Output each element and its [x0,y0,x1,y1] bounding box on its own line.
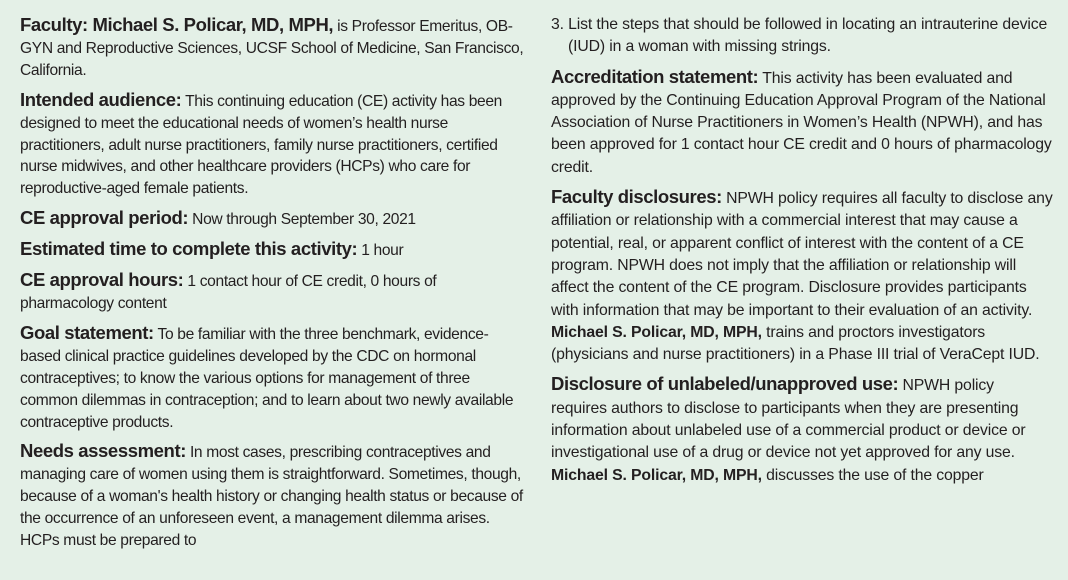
needs-text: In most cases, prescribing contraceptives and managing care of women using them is straightforward. Sometimes, though, because of a woman's health history or changing health status or because of the occurrence of an unforeseen event, a management dilemma arises. HCPs must be prepared to [20,444,523,550]
faculty-paragraph [20,14,525,82]
needs-paragraph [20,440,525,552]
goal-heading: Goal statement: [20,321,154,343]
faculty-heading: Faculty: Michael S. Policar, MD, MPH, [20,14,334,35]
disclosures-faculty-paragraph [551,322,1053,367]
accreditation-text: This activity has been evaluated and approved by the Continuing Education Approval Program of the National Association of Nurse Practitioners in Women’s Health (NPWH), and has been approved for 1 contact hour CE credit and 0 hours of pharmacology credit. [551,69,1052,176]
goal-text: To be familiar with the three benchmark, evidence-based clinical practice guidelines developed by the CDC on hormonal contraceptives; to know the various options for management of three common dilemmas in contraception; and to learn about two newly available contraceptive products. [20,325,514,431]
right-column [551,14,1053,494]
unlabeled-section [551,373,1053,486]
period-heading: CE approval period: [20,207,189,229]
hours-paragraph [20,269,525,315]
disclosures-text: NPWH policy requires all faculty to disclose any affiliation or relationship with a commercial interest that may cause a potential, real, or apparent conflict of interest with the content of a CE program. NPWH does not imply that the affiliation or relationship will affect the content of the CE program. Disclosure provides participants with information that may be important to their evaluation of an activity. [551,190,1053,319]
disclosures-section [551,186,1053,366]
unlabeled-heading: Disclosure of unlabeled/unapproved use: [551,373,899,395]
unlabeled-text: NPWH policy requires authors to disclose to participants when they are presenting information about unlabeled use of a commercial product or device or investigational use of a drug or device not yet approved for any use. [551,377,1026,462]
objective-3: 3. List the steps that should be followed in locating an intrauterine device (IUD) in a woman with missing strings. [551,16,1048,56]
audience-paragraph [20,89,525,201]
disclosures-paragraph [551,186,1053,322]
disclosures-heading: Faculty disclosures: [551,186,722,208]
period-paragraph [20,207,525,231]
hours-text: 1 contact hour of CE credit, 0 hours of pharmacology content [20,273,437,312]
audience-text: This continuing education (CE) activity has been designed to meet the educational needs of women’s health nurse practitioners, adult nurse practitioners, family nurse practitioners, certified nurse midwives, and other healthcare providers (HCPs) who care for reproductive-aged female patients. [20,92,503,198]
left-column [20,14,525,559]
audience-heading: Intended audience: [20,88,182,110]
accreditation-paragraph [551,66,1053,179]
period-text: Now through September 30, 2021 [188,211,416,229]
unlabeled-paragraph [551,373,1053,464]
time-heading: Estimated time to complete this activity: [20,238,358,260]
unlabeled-faculty-paragraph [551,465,1053,487]
unlabeled-faculty-text: discusses the use of the copper [761,466,984,484]
needs-heading: Needs assessment: [20,440,186,462]
faculty-text: is Professor Emeritus, OB-GYN and Reproductive Sciences, UCSF School of Medicine, San Francisco, California. [20,18,524,79]
unlabeled-faculty-name: Michael S. Policar, MD, MPH, [551,466,762,484]
time-text: 1 hour [357,242,404,260]
disclosures-faculty-name: Michael S. Policar, MD, MPH, [551,323,762,341]
time-paragraph [20,238,525,262]
hours-heading: CE approval hours: [20,269,184,291]
accreditation-heading: Accreditation statement: [551,65,759,87]
goal-paragraph [20,322,525,434]
disclosures-faculty-text: trains and proctors investigators (physicians and nurse practitioners) in a Phase III trial of VeraCept IUD. [551,323,1040,364]
